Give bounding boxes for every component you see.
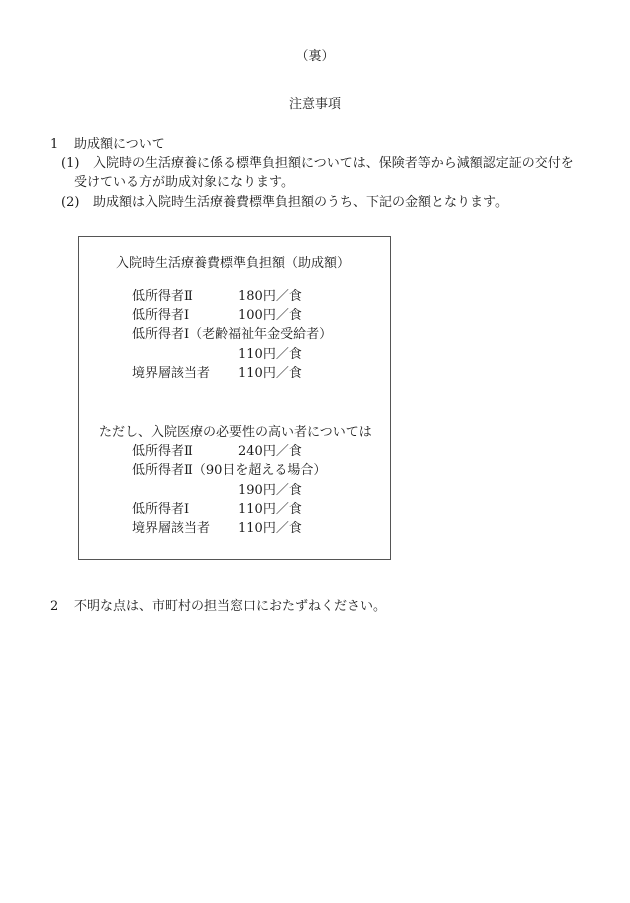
section2-number: 2	[50, 599, 59, 614]
item1-line1: 入院時の生活療養に係る標準負担額については、保険者等から減額認定証の交付を	[93, 156, 574, 171]
box-row-label: 低所得者Ⅱ	[132, 289, 193, 304]
subsidy-box	[78, 236, 391, 560]
item1-number: (1)	[61, 156, 80, 171]
page-heading: 注意事項	[288, 97, 341, 112]
box-row-amount: 180円／食	[238, 289, 302, 304]
item2-number: (2)	[61, 195, 80, 210]
section2-text: 不明な点は、市町村の担当窓口におたずねください。	[74, 599, 387, 614]
box-row2-amount: 110円／食	[238, 521, 302, 536]
box-row-label: 低所得者Ⅰ	[132, 308, 190, 323]
section1-number: 1	[50, 137, 59, 152]
page-label: （裏）	[295, 49, 335, 64]
box-row2-label: 低所得者Ⅰ	[132, 502, 190, 517]
item2-line1: 助成額は入院時生活療養費標準負担額のうち、下記の金額となります。	[93, 195, 508, 210]
box-row2-label: 低所得者Ⅱ	[132, 444, 193, 459]
box-note: ただし、入院医療の必要性の高い者については	[99, 425, 372, 440]
box-row2-label: 低所得者Ⅱ（90日を超える場合）	[132, 463, 327, 478]
box-row-amount: 110円／食	[238, 366, 302, 381]
box-row2-label: 境界層該当者	[132, 521, 211, 536]
item1-line2: 受けている方が助成対象になります。	[74, 175, 294, 190]
section1-title: 助成額について	[74, 137, 165, 152]
box-row-amount: 110円／食	[238, 347, 302, 362]
box-row-label: 低所得者Ⅰ（老齢福祉年金受給者）	[132, 327, 333, 342]
box-row2-amount: 240円／食	[238, 444, 302, 459]
box-row-amount: 100円／食	[238, 308, 302, 323]
box-row-label: 境界層該当者	[132, 366, 211, 381]
box-row2-amount: 190円／食	[238, 483, 302, 498]
box-row2-amount: 110円／食	[238, 502, 302, 517]
box-title: 入院時生活療養費標準負担額（助成額）	[116, 256, 351, 271]
